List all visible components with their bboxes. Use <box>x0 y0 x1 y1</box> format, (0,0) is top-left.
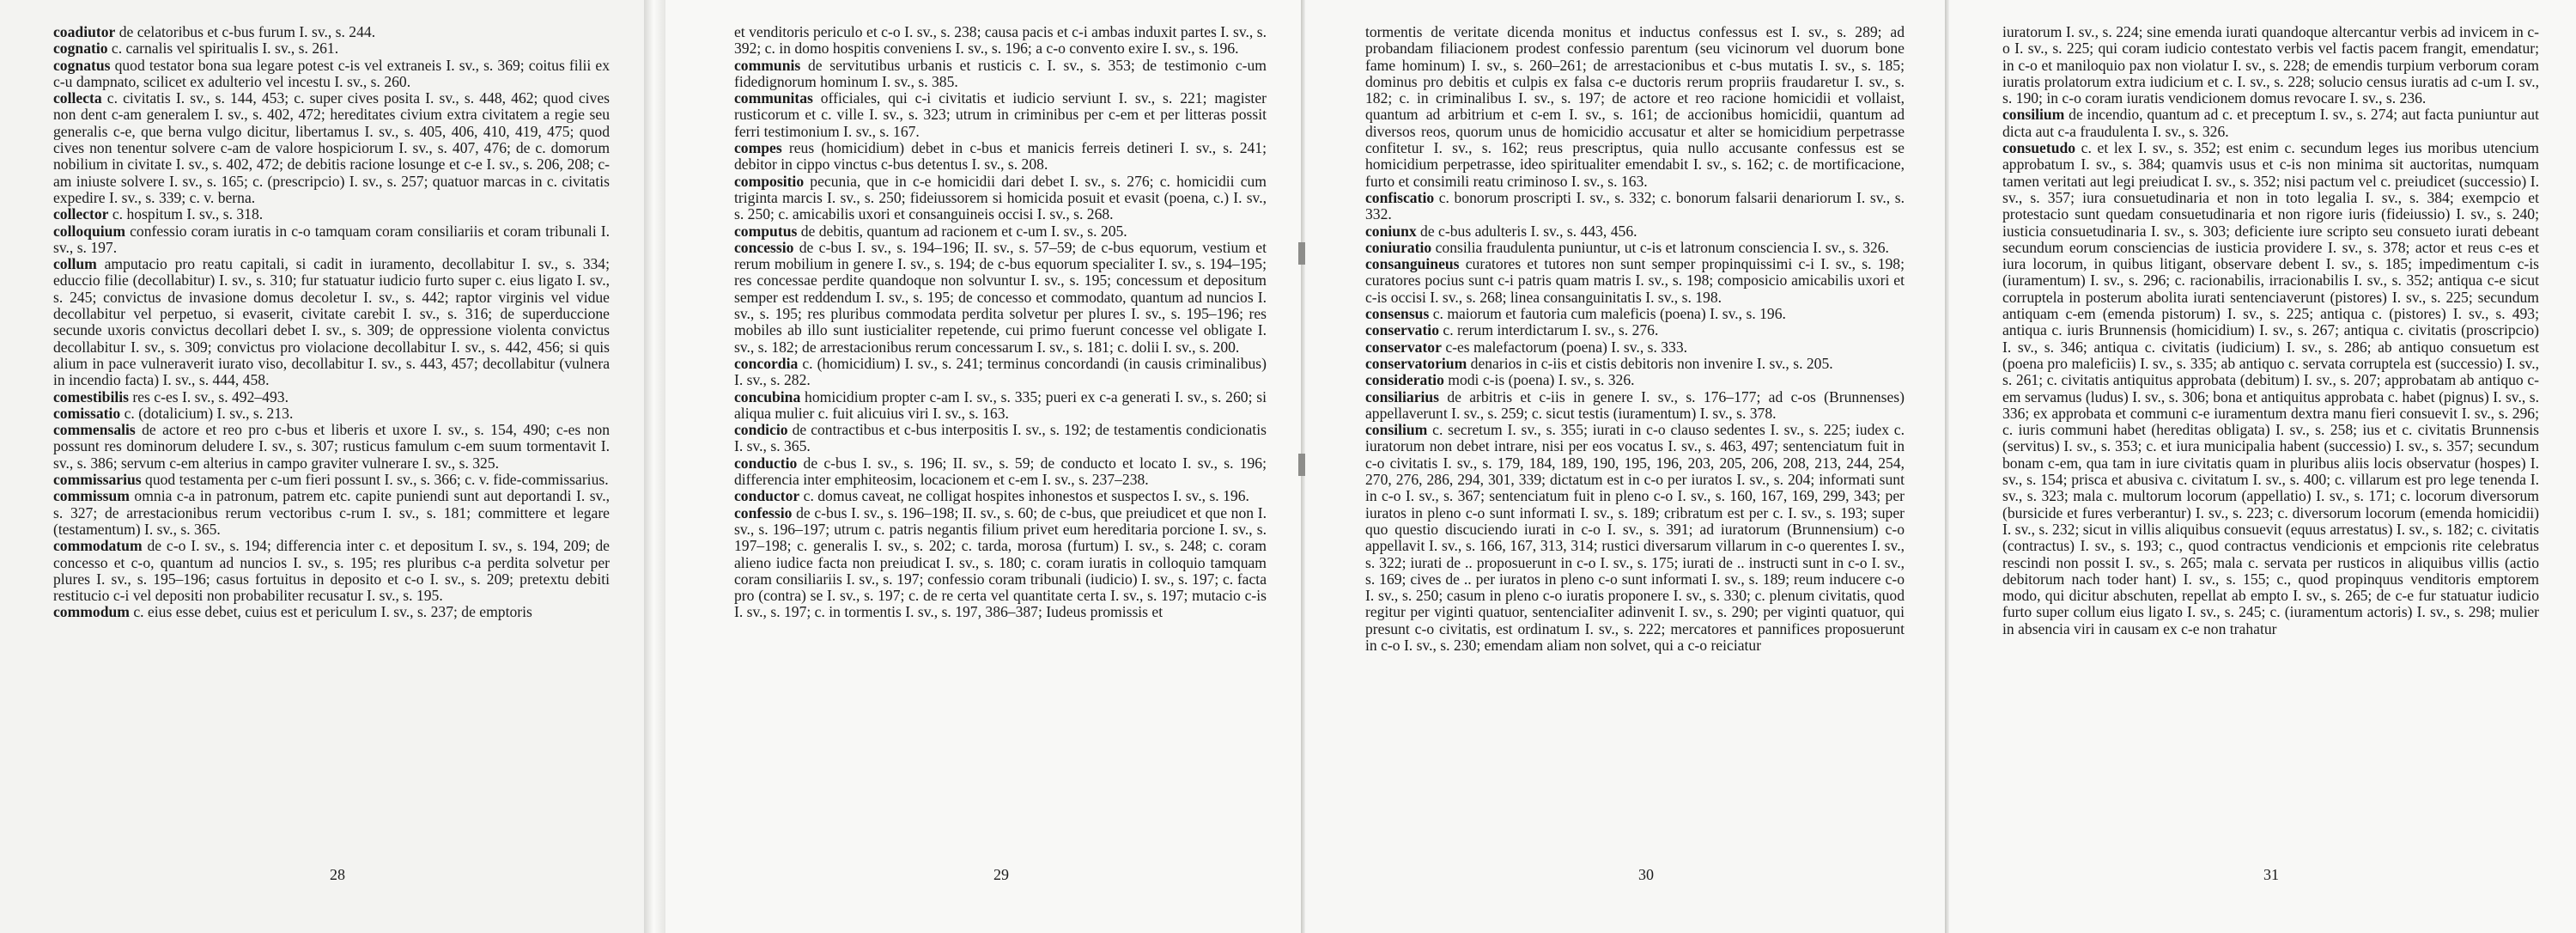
entry-text: officiales, qui c-i civitatis et iudicio serviunt I. sv., s. 221; magister rusticorum et c. ville I. sv., s. 323; utrum in criminibus per c-em et per litteras possit ferri testimonium I. sv., s. 167. <box>734 89 1267 140</box>
entry-text: c. hospitum I. sv., s. 318. <box>108 205 264 223</box>
index-entry <box>734 389 1267 423</box>
index-entry <box>53 90 610 206</box>
entry-text: pecunia, que in c-e homicidii dari debet I. sv., s. 276; c. homicidii cum triginta marcis I. sv., s. 250; fideiussorem si homicida posuit et evasit (poena, c.) I. sv., s. 250; c. amicabilis uxori et consanguineis occisi I. sv., s. 268. <box>734 172 1267 223</box>
entry-text: de c-o I. sv., s. 194; differencia inter c. et depositum I. sv., s. 194, 209; de concesso et c-o, quantum ad nuncios I. sv., s. 195; res pluribus c-a perdita solvetur per plures I. sv., s. 195–196; casus fortuitus in deposito et c-o I. sv., s. 209; pretextu debiti restitucio c-i vel depositi non probabiliter recusatur I. sv., s. 195. <box>53 537 610 605</box>
index-entry <box>2002 140 2539 637</box>
entry-headword: comestibilis <box>53 387 129 406</box>
entry-headword: concordia <box>734 354 799 372</box>
index-entry <box>2002 107 2539 140</box>
entry-headword: computus <box>734 222 798 240</box>
entry-headword: consilium <box>2002 106 2065 124</box>
entry-text: confessio coram iuratis in c-o tamquam coram consiliariis et coram tribunali I. sv., s. 197. <box>53 222 610 256</box>
entry-headword: colloquium <box>53 222 126 240</box>
entry-headword: communitas <box>734 89 813 107</box>
index-entry <box>1365 256 1905 306</box>
entry-text: curatores et tutores non sunt semper propinquissimi c-i I. sv., s. 198; curatores pocius sunt c-i patris quam matris I. sv., s. 198; composicio amicabilis uxori et c-is occisi I. sv., s. 268; linea consanguinitatis I. sv., s. 198. <box>1365 255 1905 306</box>
entry-headword: coadiutor <box>53 23 116 40</box>
entry-text: c. domus caveat, ne colligat hospites inhonestos et suspectos I. sv., s. 196. <box>799 487 1249 505</box>
index-entry <box>734 223 1267 240</box>
entry-headword: consideratio <box>1365 371 1444 389</box>
entry-headword: consuetudo <box>2002 139 2076 157</box>
index-entry <box>1365 223 1905 240</box>
index-column <box>2002 24 2539 637</box>
index-entry <box>53 488 610 538</box>
index-column <box>1365 24 1905 654</box>
entry-headword: consiliarius <box>1365 387 1440 406</box>
entry-headword: confessio <box>734 503 793 521</box>
book-gutter <box>644 0 665 933</box>
index-entry <box>53 422 610 472</box>
index-entry <box>1365 322 1905 338</box>
entry-text: quod testamenta per c-um fieri possunt I. sv., s. 366; c. v. fide-commissarius. <box>141 471 609 489</box>
index-entry <box>734 240 1267 356</box>
entry-text: de arbitris et c-iis in genere I. sv., s. 176–177; ad c-os (Brunnenses) appellaverunt I. sv., s. 259; c. sicut testis (iuramentum) I. sv., s. 378. <box>1365 387 1905 422</box>
index-entry <box>53 538 610 604</box>
entry-headword: conservatorium <box>1365 354 1467 372</box>
entry-text: amputacio pro reatu capitali, si cadit in iuramento, decollabitur I. sv., s. 334; educcio filie (decollabitur) I. sv., s. 310; fur statuatur iudicio furto super c. eius ligato I. sv., s. 245; convictus de invasione domus decoletur I. sv., s. 442; raptor virginis vel vidue decollabitur vel perpetuo, si evaserit, civitate carebit I. sv., s. 316; de superduccione secunde uxoris convictus decollari debet I. sv., s. 309; de oppressione violenta convictus decollabitur I. sv., s. 309; convictus pro violacione decollabitur I. sv., s. 442, 456; si quis alium in pace vulneraverit iurato viso, decollabitur I. sv., s. 443, 457; decollabitur (vulnera in incendio facta) I. sv., s. 444, 458. <box>53 255 610 389</box>
entry-text: c. civitatis I. sv., s. 144, 453; c. super cives posita I. sv., s. 448, 462; quod cives non dent c-am generalem I. sv., s. 402, 472; hereditates civium extra civitatem a regie seu generalis c-e, que berna vulgo dicitur, libertamus I. sv., s. 405, 406, 410, 419, 475; quod cives non tenentur solvere c-am de valore hospiciorum I. sv., s. 407, 476; de c. domorum nobilium in civitate I. sv., s. 402, 472; de debitis racione losunge et c-e I. sv., s. 206, 208; c-am iniuste solvere I. sv., s. 165; c. (prescripcio) I. sv., s. 257; quatuor marcas in c. civitatis expedire I. sv., s. 339; c. v. berna. <box>53 89 610 206</box>
index-entry <box>1365 24 1905 190</box>
entry-headword: cognatio <box>53 40 108 58</box>
entry-text: de contractibus et c-bus interpositis I. sv., s. 192; de testamentis condicionatis I. sv., s. 365. <box>734 421 1267 455</box>
index-entry <box>734 488 1267 504</box>
index-entry <box>734 356 1267 389</box>
entry-headword: collecta <box>53 89 102 107</box>
page-30 <box>1305 0 1945 933</box>
index-entry <box>734 455 1267 489</box>
entry-headword: comissatio <box>53 404 121 422</box>
index-column <box>53 24 610 621</box>
index-entry <box>1365 422 1905 654</box>
entry-text: de c-bus I. sv., s. 196; II. sv., s. 59; de conducto et locato I. sv., s. 196; differencia inter emphiteosim, locacionem et c-em I. sv., s. 237–238. <box>734 454 1267 489</box>
page-number: 31 <box>2263 866 2279 883</box>
entry-headword: consilium <box>1365 421 1428 439</box>
index-column <box>734 24 1267 621</box>
entry-text: de incendio, quantum ad c. et preceptum I. sv., s. 274; aut facta puniuntur aut dicta aut c-a fraudulenta I. sv., s. 326. <box>2002 106 2539 140</box>
entry-text: iuratorum I. sv., s. 224; sine emenda iurati quandoque altercantur verbis ad invicem in c-o I. sv., s. 225; qui coram iudicio contestato verbis vel factis pacem frangit, emendatur; in c-o et maniloquio pax non violatur I. sv., s. 228; de emendis turpium verborum coram iuratis prolatorum extra iudicium et c. I. sv., s. 228; solucio census iuratis ad c-um I. sv., s. 190; in c-o coram iuratis vendicionem domus revocare I. sv., s. 236. <box>2002 23 2539 107</box>
entry-text: de actore et reo pro c-bus et liberis et uxore I. sv., s. 154, 490; c-es non possunt res dominorum deludere I. sv., s. 307; rusticus famulum c-em suum tormentavit I. sv., s. 386; servum c-em alterius in campo graviter vulnerare I. sv., s. 325. <box>53 421 610 472</box>
scan-edge-mark <box>1298 242 1305 265</box>
entry-headword: concessio <box>734 238 794 256</box>
index-entry <box>53 58 610 91</box>
entry-text: homicidium propter c-am I. sv., s. 335; pueri ex c-a generati I. sv., s. 260; si aliqua mulier c. fuit alicuius viri I. sv., s. 163. <box>734 387 1267 422</box>
entry-text: de debitis, quantum ad racionem et c-um I. sv., s. 205. <box>797 222 1127 240</box>
index-entry <box>734 140 1267 174</box>
entry-text: omnia c-a in patronum, patrem etc. capite puniendi sunt aut deportandi I. sv., s. 327; de arrestacionibus rerum vectoribus c-rum I. sv., s. 181; committere et legare (testamentum) I. sv., s. 365. <box>53 487 610 538</box>
entry-headword: coniuratio <box>1365 238 1432 256</box>
index-entry <box>53 206 610 223</box>
entry-headword: consensus <box>1365 305 1430 323</box>
page-number: 28 <box>330 866 345 883</box>
entry-headword: coniunx <box>1365 222 1417 240</box>
page-29 <box>665 0 1301 933</box>
entry-headword: condicio <box>734 421 788 439</box>
entry-text: reus (homicidium) debet in c-bus et manicis ferreis detineri I. sv., s. 241; debitor in cippo vinctus c-bus detentus I. sv., s. 208. <box>734 139 1267 174</box>
index-entry <box>734 58 1267 91</box>
entry-text: consilia fraudulenta puniuntur, ut c-is et latronum consciencia I. sv., s. 326. <box>1431 238 1889 256</box>
entry-headword: commissum <box>53 487 130 505</box>
entry-text: de servitutibus urbanis et rusticis c. I. sv., s. 353; de testimonio c-um fidedignorum hominum I. sv., s. 385. <box>734 56 1267 90</box>
entry-text: c. (dotalicium) I. sv., s. 213. <box>120 404 294 422</box>
entry-headword: concubina <box>734 387 801 406</box>
index-entry <box>1365 389 1905 423</box>
entry-text: denarios in c-iis et cistis debitoris non invenire I. sv., s. 205. <box>1467 354 1833 372</box>
index-entry <box>1365 372 1905 388</box>
entry-text: c-es malefactorum (poena) I. sv., s. 333. <box>1441 338 1688 356</box>
index-entry <box>53 472 610 488</box>
index-entry <box>734 174 1267 223</box>
entry-text: de c-bus I. sv., s. 196–198; II. sv., s. 60; de c-bus, que preiudicet et que non I. sv., s. 196–197; utrum c. patris negantis filium privet eum hereditaria porcione I. sv., s. 197–198; c. generalis I. sv., s. 202; c. tarda, morosa (furtum) I. sv., s. 248; c. coram alieno iudice facta non preiudicat I. sv., s. 180; c. coram iuratis in colloquio tamquam coram consiliariis I. sv., s. 197; confessio coram tribunali (iudicio) I. sv., s. 197; c. facta pro (contra) se I. sv., s. 197; c. de re certa vel quantitate certa I. sv., s. 197; mutacio c-is I. sv., s. 197; c. in tormentis I. sv., s. 197, 386–387; Iudeus promissis et <box>734 503 1267 621</box>
entry-text: c. (homicidium) I. sv., s. 241; terminus concordandi (in causis criminalibus) I. sv., s. 282. <box>734 354 1267 389</box>
page-28 <box>0 0 644 933</box>
entry-text: c. rerum interdictarum I. sv., s. 276. <box>1439 321 1659 339</box>
index-entry <box>734 422 1267 455</box>
entry-headword: commensalis <box>53 421 136 439</box>
index-entry <box>1365 240 1905 256</box>
entry-text: de c-bus I. sv., s. 194–196; II. sv., s. 57–59; de c-bus equorum, vestium et rerum mobilium in genere I. sv., s. 194; de c-bus equorum specialiter I. sv., s. 194–195; res concessae perdite quandoque non solvuntur I. sv., s. 195; concessum et depositum semper est reddendum I. sv., s. 195; de concesso et commodato, quantum ad nuncios I. sv., s. 195; res pluribus commodata perdita solvetur per plures I. sv., s. 195–196; res mobiles ab illo sunt iusticialiter repetende, cui primo fuerunt concesse vel obligate I. sv., s. 182; de arrestacionibus rerum concessarum I. sv., s. 181; c. dolii I. sv., s. 200. <box>734 238 1267 356</box>
entry-headword: collum <box>53 255 97 273</box>
index-entry <box>1365 339 1905 356</box>
entry-headword: conservatio <box>1365 321 1439 339</box>
entry-headword: conservator <box>1365 338 1442 356</box>
index-entry <box>734 505 1267 621</box>
page-number: 30 <box>1638 866 1654 883</box>
index-entry <box>53 406 610 422</box>
entry-text: de celatoribus et c-bus furum I. sv., s. 244. <box>115 23 376 40</box>
scan-edge-mark <box>1298 454 1305 476</box>
entry-headword: cognatus <box>53 56 111 74</box>
entry-headword: commodatum <box>53 537 143 555</box>
entry-text: c. et lex I. sv., s. 352; est enim c. secundum leges ius moribus utencium approbatum I. sv., s. 384; quamvis usus et c-is non minima sit auctoritas, numquam tamen veritati aut legi preiudicat I. sv., s. 352; nisi pactum vel c. preiudicet (successio) I. sv., s. 357; iura consuetudinaria et non in toto legalia I. sv., s. 384; exempcio et protestacio sunt quedam consuetudinaria et non rigore iuris (fideiussio) I. sv., s. 240; iusticia consuetudinaria I. sv., s. 303; deficiente iure scripto seu consueto iurati debeant secundum eorum consciencias de iusticia providere I. sv., s. 378; actor et reus c-es et iura locorum, in quibus litigant, observare debent I. sv., s. 185; impedimentum c-is (iuramentum) I. sv., s. 296; c. racionabilis, irracionabilis I. sv., s. 352; antiqua c-e sicut corruptela in posterum abolita iurati sentenciaverunt (pistores) I. sv., s. 225; secundum antiquam c-em (emenda pistorum) I. sv., s. 225; antiqua c. (pistores) I. sv., s. 493; antiqua c. iuris Brunnensis (homicidium) I. sv., s. 267; antiqua c. civitatis (proscripcio) I. sv., s. 346; antiqua c. civitatis (iudicium) I. sv., s. 286; ab antiquo consuetum est (poena pro maleficiis) I. sv., s. 335; ab antiquo c. servata corruptela est (successio) I. sv., s. 261; c. civitatis antiquitus approbata (debitum) I. sv., s. 207; approbatam ab antiquo c-em servamus (ludus) I. sv., s. 306; bona et antiquitus approbata c. habet (pignus) I. sv., s. 336; ex approbata et communi c-e iuramentum dextra manu fieri consuevit I. sv., s. 296; c. iuris communi habet (hereditas obligata) I. sv., s. 258; ius et c. civitatis Brunnensis (servitus) I. sv., s. 353; c. et iura municipalia habent (successio) I. sv., s. 357; secundum bonam c-em, qua tam in iure civitatis quam in pluribus aliis locis observatur (hospes) I. sv., s. 154; prisca et abusiva c. civitatum I. sv., s. 400; c. villarum est pro lege tenenda I. sv., s. 323; mala c. multorum locorum (appellatio) I. sv., s. 171; c. locorum diversorum (bursicide et fures verberantur) I. sv., s. 223; c. diversorum locorum (emenda homicidii) I. sv., s. 232; sicut in villis aliquibus consuevit (equus arrestatus) I. sv., s. 182; c. civitatis (contractus) I. sv., s. 193; c., quod contractus vendicionis et empcionis rite celebratus rescindi non possit I. sv., s. 265; mala c. servata per rusticos in aliquibus villis (actio debitorum nach toder hant) I. sv., s. 155; c., quod propinquus venditoris emptorem modo, qui dicitur abschuten, repellat ab empto I. sv., s. 265; de c-e fur statuatur iudicio furto super collum eius ligato I. sv., s. 245; c. (iuramentum actoris) I. sv., s. 298; mulier in absencia viri in causam ex c-e non trahatur <box>2002 139 2539 637</box>
index-entry <box>1365 306 1905 322</box>
entry-headword: commodum <box>53 603 130 621</box>
entry-text: et venditoris periculo et c-o I. sv., s. 238; causa pacis et c-i ambas induxit partes I. sv., s. 392; c. in domo hospitis conveniens I. sv., s. 196; a c-o convento exire I. sv., s. 196. <box>734 23 1267 58</box>
index-entry <box>53 604 610 620</box>
index-entry <box>53 24 610 40</box>
entry-headword: conductio <box>734 454 798 472</box>
page-number: 29 <box>993 866 1009 883</box>
entry-text: tormentis de veritate dicenda monitus et inductus confessus est I. sv., s. 289; ad probandam filiacionem prodest confessio parentum (seu vicinorum vel duorum bone fame hominum) I. sv., s. 260–261; de arrestacionibus et c-bus mutatis I. sv., s. 185; dominus pro debitis et culpis ex falsa c-e ductoris rerum propriis fraudaretur I. sv., s. 182; c. in criminalibus I. sv., s. 197; de actore et reo racione homicidii et vollaist, quantum ad arbitrium et c-em I. sv., s. 161; de accionibus homicidii, quantum ad diversos reos, quorum unus de homicidio accusatur et alter se homicidium perpetrasse confitetur I. sv., s. 162; reus prescriptus, quia nullo accusante confessus est se homicidium perpetrasse, ideo spiritualiter emendabit I. sv., s. 162; c. de mortificacione, furto et consimili reatu criminoso I. sv., s. 163. <box>1365 23 1905 190</box>
entry-text: c. bonorum proscripti I. sv., s. 332; c. bonorum falsarii denariorum I. sv., s. 332. <box>1365 188 1905 223</box>
index-entry <box>2002 24 2539 107</box>
index-entry <box>53 40 610 57</box>
entry-headword: compes <box>734 139 782 157</box>
entry-text: res c-es I. sv., s. 492–493. <box>128 387 289 406</box>
index-entry <box>734 24 1267 58</box>
entry-text: modi c-is (poena) I. sv., s. 326. <box>1443 371 1635 389</box>
entry-text: c. carnalis vel spiritualis I. sv., s. 261. <box>107 40 339 58</box>
page-31 <box>1949 0 2576 933</box>
index-entry <box>1365 356 1905 372</box>
entry-headword: consanguineus <box>1365 255 1460 273</box>
entry-text: c. eius esse debet, cuius est et periculum I. sv., s. 237; de emptoris <box>129 603 532 621</box>
index-entry <box>53 223 610 257</box>
entry-headword: communis <box>734 56 801 74</box>
entry-headword: compositio <box>734 172 805 190</box>
entry-headword: confiscatio <box>1365 188 1435 206</box>
entry-headword: collector <box>53 205 109 223</box>
entry-text: quod testator bona sua legare potest c-is vel extraneis I. sv., s. 369; coitus filii ex c-u dampnato, scilicet ex adulterio vel incestu I. sv., s. 260. <box>53 56 610 90</box>
entry-text: c. maiorum et fautoria cum maleficis (poena) I. sv., s. 196. <box>1429 305 1786 323</box>
index-entry <box>734 90 1267 140</box>
index-entry <box>53 256 610 388</box>
entry-text: c. secretum I. sv., s. 355; iurati in c-o clauso sedentes I. sv., s. 225; iudex c. iuratorum non debet intrare, nisi per eos vocatus I. sv., s. 463, 497; sentenciatum fuit in c-o civitatis I. sv., s. 179, 184, 189, 190, 195, 196, 203, 205, 206, 208, 213, 244, 254, 270, 276, 286, 294, 301, 339; dictatum est in c-o per iuratos I. sv., s. 204; informati sunt in c-o I. sv., s. 367; sentenciatum fuit in pleno c-o I. sv., s. 160, 167, 169, 299, 343; per iuratos in pleno c-o sunt informati I. sv., s. 189; cribratum est per c. I. sv., s. 193; super quo questio discuciendo iurati in c-o I. sv., s. 391; ad iuratorum (Brunnensium) c-o appellavit I. sv., s. 166, 167, 313, 314; rustici diversarum villarum in c-o querentes I. sv., s. 322; iurati de .. proposuerunt in c-o I. sv., s. 175; iurati de .. instructi sunt in c-o I. sv., s. 169; cives de .. per iuratos in pleno c-o sunt informati I. sv., s. 189; reum inducere c-o I. sv., s. 250; casum in pleno c-o iuratis proponere I. sv., s. 330; c. plenum civitatis, quod regitur per viginti quatuor, sentenciaIiter adinvenit I. sv., s. 290; per viginti quatuor, qui presunt c-o civitatis, est ordinatum I. sv., s. 222; mercatores et pannifices proposuerunt in c-o I. sv., s. 230; emendam aliam non solvet, qui a c-o reiciatur <box>1365 421 1905 654</box>
entry-text: de c-bus adulteris I. sv., s. 443, 456. <box>1416 222 1637 240</box>
entry-headword: commissarius <box>53 471 142 489</box>
index-entry <box>53 389 610 406</box>
index-entry <box>1365 190 1905 223</box>
entry-headword: conductor <box>734 487 800 505</box>
